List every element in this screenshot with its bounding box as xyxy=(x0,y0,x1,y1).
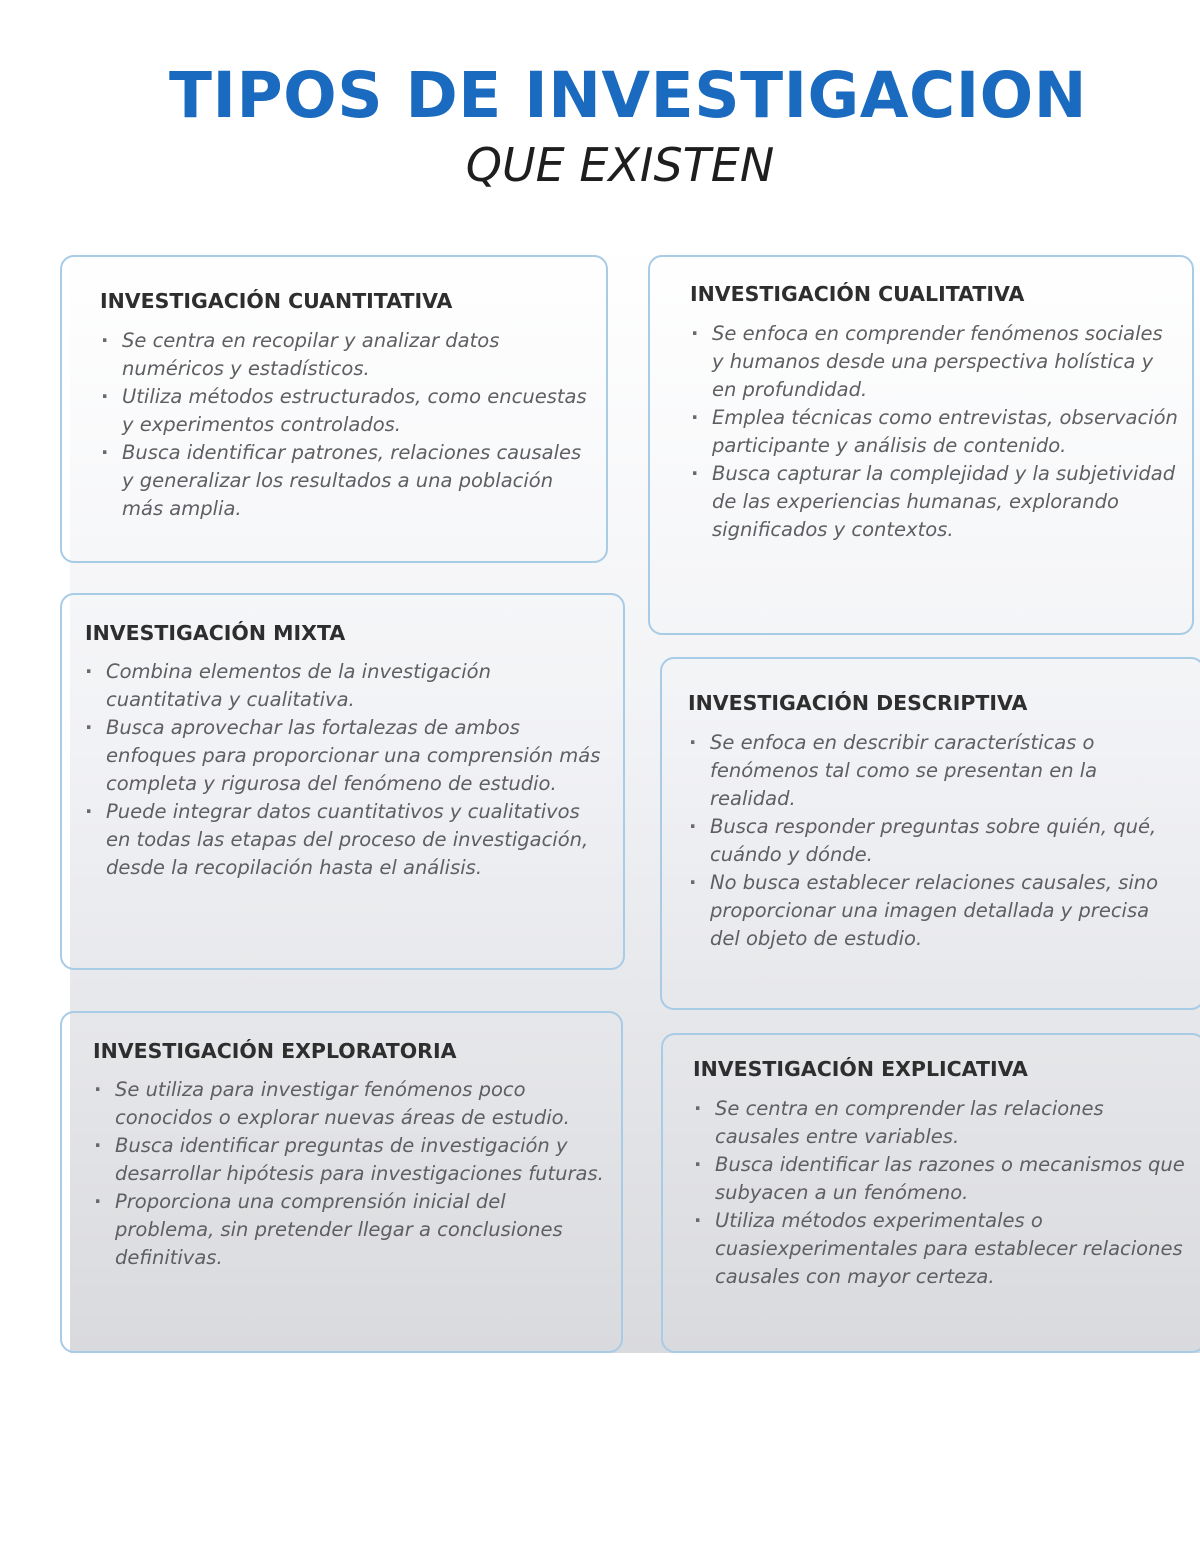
card-list-cuantitativa xyxy=(98,327,588,523)
list-item: · Busca identificar patrones, relaciones causales y generalizar los resultados a una población más amplia. xyxy=(98,439,588,523)
list-item: · Se enfoca en describir características o fenómenos tal como se presentan en la realidad. xyxy=(686,729,1176,813)
list-item: · Se centra en recopilar y analizar datos numéricos y estadísticos. xyxy=(98,327,588,383)
card-title-mixta: INVESTIGACIÓN MIXTA xyxy=(85,621,346,645)
list-item: · Busca responder preguntas sobre quién, qué, cuándo y dónde. xyxy=(686,813,1176,869)
list-item: · Busca identificar las razones o mecanismos que subyacen a un fenómeno. xyxy=(691,1151,1186,1207)
card-title-cualitativa: INVESTIGACIÓN CUALITATIVA xyxy=(690,282,1025,306)
card-list-mixta xyxy=(82,658,607,882)
list-item: · Puede integrar datos cuantitativos y cualitativos en todas las etapas del proceso de investigación, desde la recopilación hasta el análisis. xyxy=(82,798,607,882)
page-title: TIPOS DE INVESTIGACION xyxy=(169,59,1087,132)
list-item: · Proporciona una comprensión inicial del problema, sin pretender llegar a conclusiones definitivas. xyxy=(91,1188,606,1272)
list-item: · Busca identificar preguntas de investigación y desarrollar hipótesis para investigaciones futuras. xyxy=(91,1132,606,1188)
list-item: · Combina elementos de la investigación cuantitativa y cualitativa. xyxy=(82,658,607,714)
card-title-descriptiva: INVESTIGACIÓN DESCRIPTIVA xyxy=(688,691,1028,715)
list-item: · Se centra en comprender las relaciones causales entre variables. xyxy=(691,1095,1186,1151)
card-title-cuantitativa: INVESTIGACIÓN CUANTITATIVA xyxy=(100,289,453,313)
card-list-exploratoria xyxy=(91,1076,606,1272)
card-list-descriptiva xyxy=(686,729,1176,953)
list-item: · Utiliza métodos estructurados, como encuestas y experimentos controlados. xyxy=(98,383,588,439)
list-item: · Se enfoca en comprender fenómenos sociales y humanos desde una perspectiva holística y en profundidad. xyxy=(688,320,1178,404)
list-item: · Se utiliza para investigar fenómenos poco conocidos o explorar nuevas áreas de estudio. xyxy=(91,1076,606,1132)
card-list-cualitativa xyxy=(688,320,1178,544)
page-subtitle: QUE EXISTEN xyxy=(465,138,775,192)
list-item: · Utiliza métodos experimentales o cuasiexperimentales para establecer relaciones causales con mayor certeza. xyxy=(691,1207,1186,1291)
list-item: · Busca capturar la complejidad y la subjetividad de las experiencias humanas, explorando significados y contextos. xyxy=(688,460,1178,544)
card-title-explicativa: INVESTIGACIÓN EXPLICATIVA xyxy=(693,1057,1028,1081)
list-item: · No busca establecer relaciones causales, sino proporcionar una imagen detallada y precisa del objeto de estudio. xyxy=(686,869,1176,953)
list-item: · Busca aprovechar las fortalezas de ambos enfoques para proporcionar una comprensión más completa y rigurosa del fenómeno de estudio. xyxy=(82,714,607,798)
list-item: · Emplea técnicas como entrevistas, observación participante y análisis de contenido. xyxy=(688,404,1178,460)
card-list-explicativa xyxy=(691,1095,1186,1291)
card-title-exploratoria: INVESTIGACIÓN EXPLORATORIA xyxy=(93,1039,457,1063)
